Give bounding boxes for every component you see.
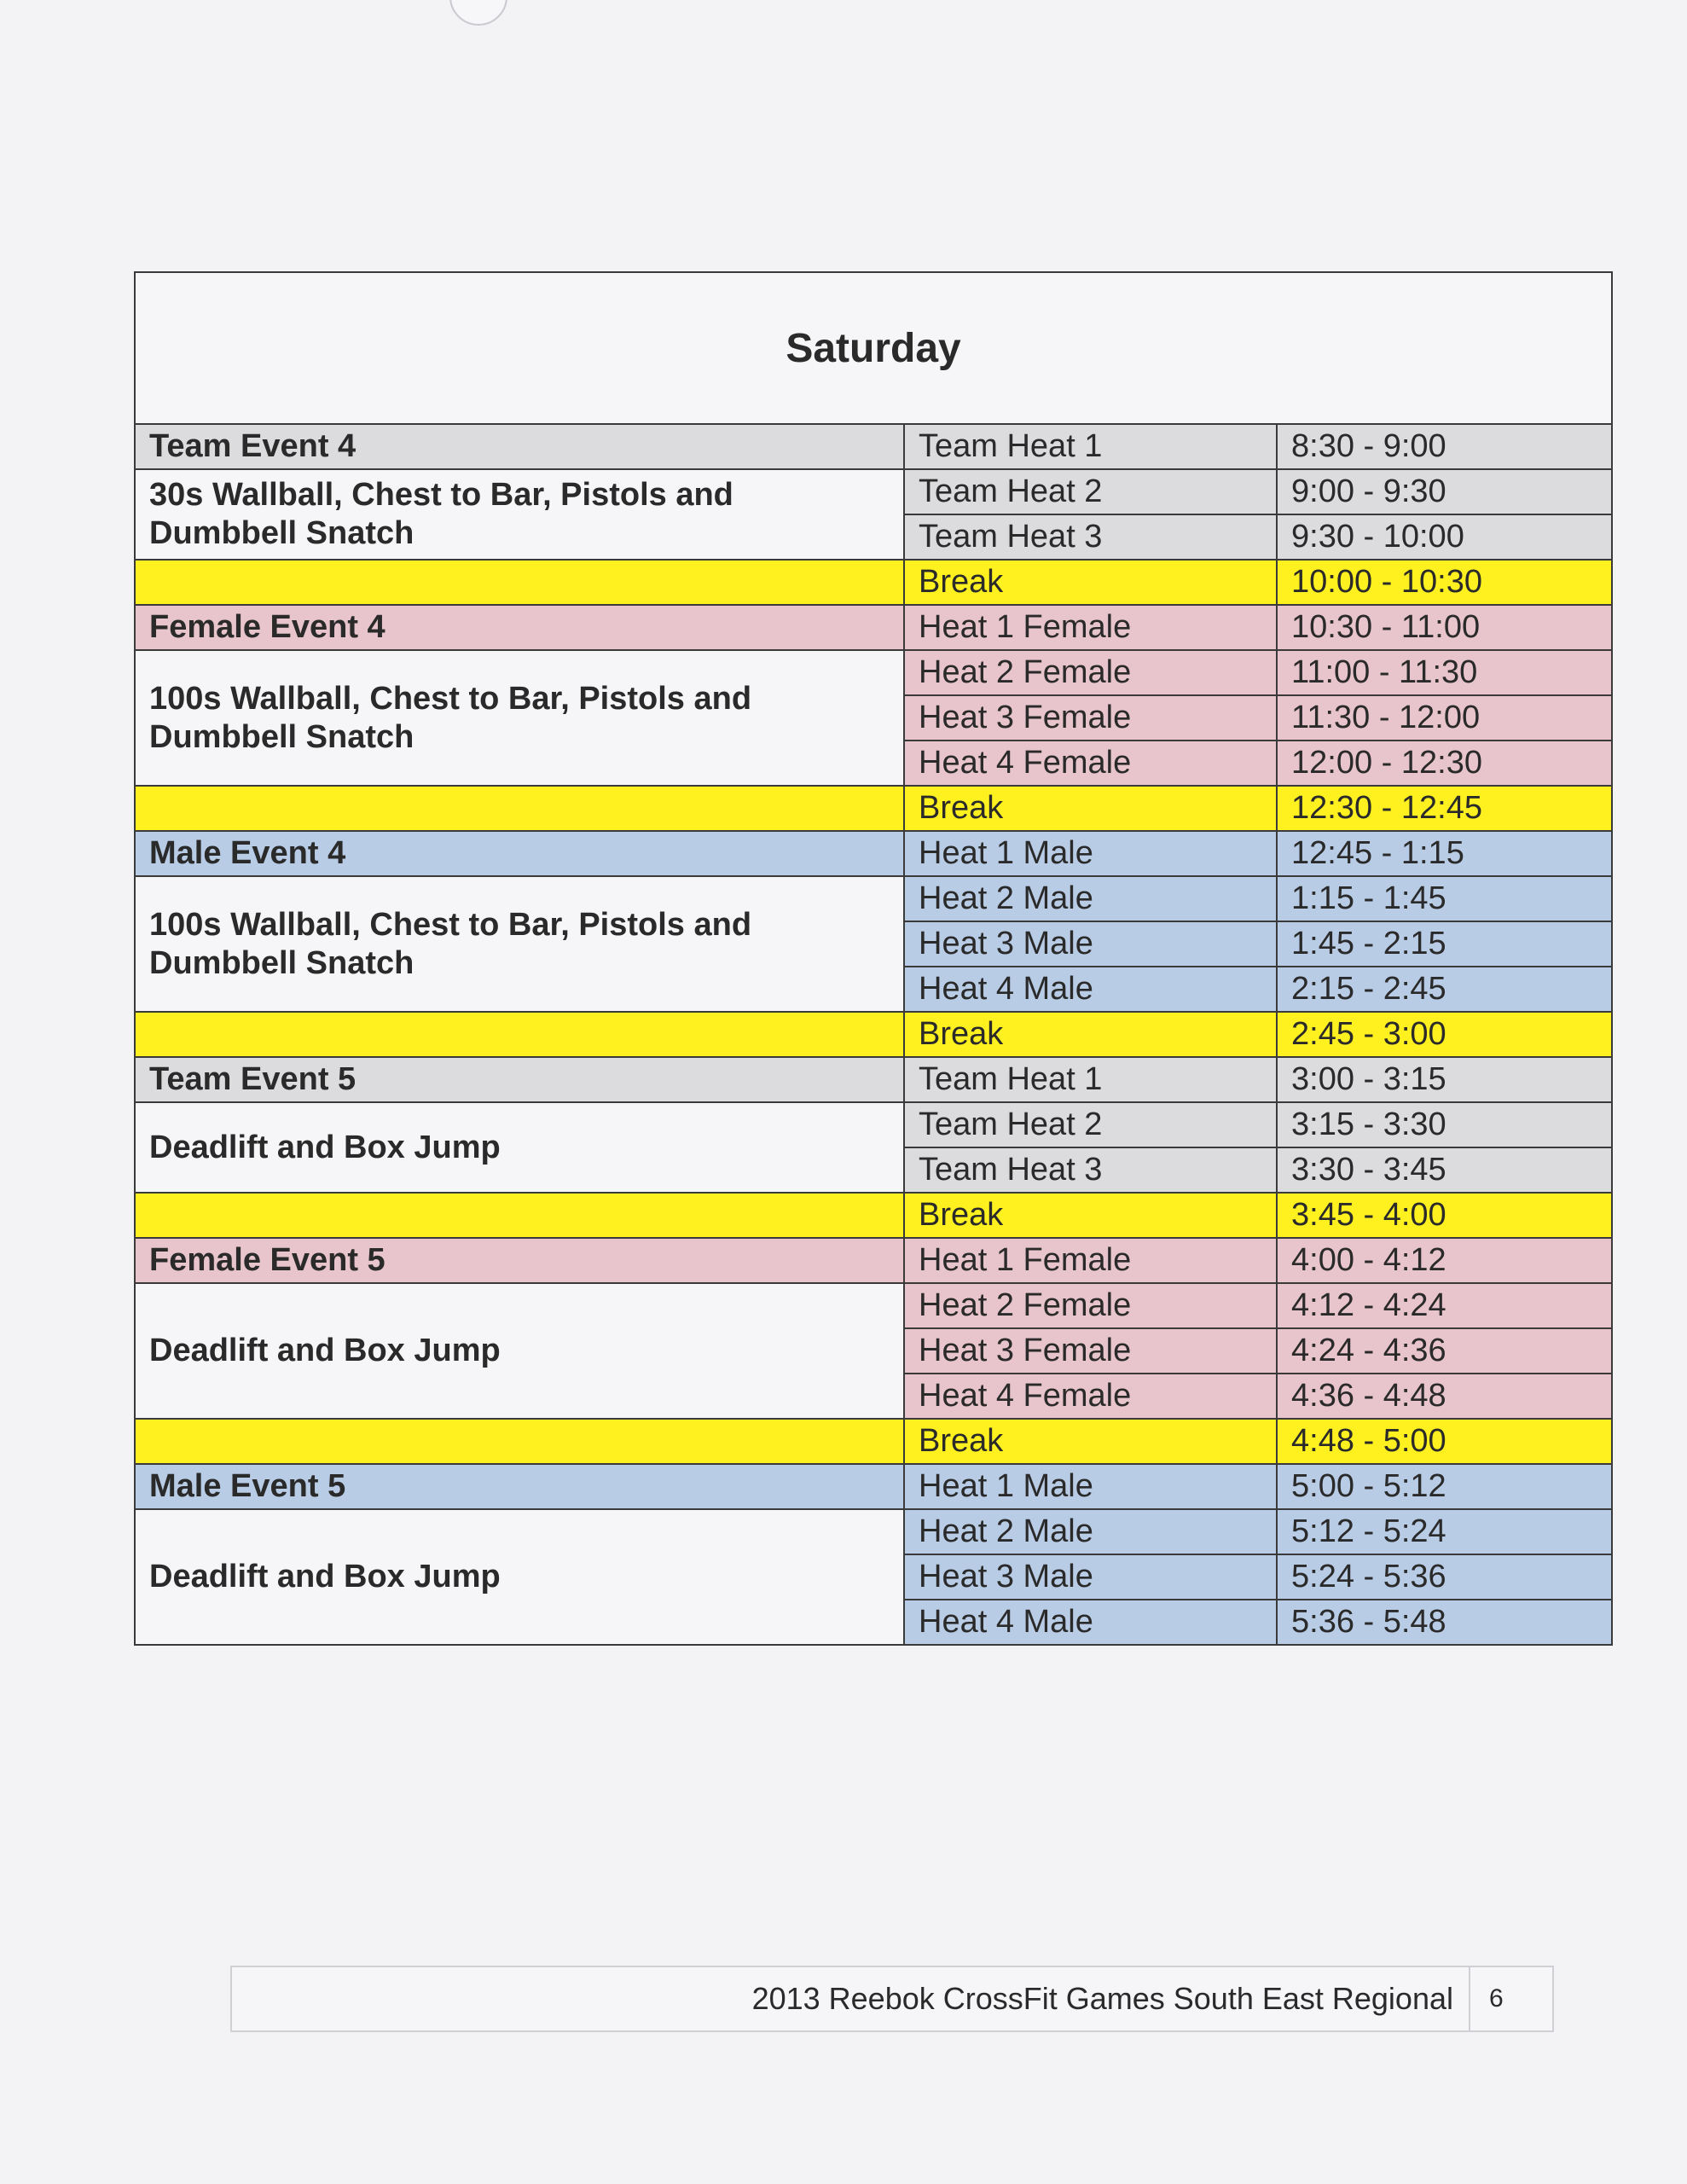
heat-name: Heat 3 Female <box>904 695 1277 741</box>
event-description: 100s Wallball, Chest to Bar, Pistols and Dumbbell Snatch <box>135 876 904 1012</box>
binder-hole <box>449 0 507 26</box>
break-row <box>135 1193 1612 1238</box>
heat-time: 9:30 - 10:00 <box>1277 514 1612 560</box>
break-row <box>135 1419 1612 1464</box>
break-row <box>135 786 1612 831</box>
heat-row <box>135 831 1612 876</box>
heat-time: 8:30 - 9:00 <box>1277 424 1612 469</box>
heat-time: 5:24 - 5:36 <box>1277 1554 1612 1600</box>
event-name: Male Event 4 <box>135 831 904 876</box>
heat-time: 1:45 - 2:15 <box>1277 921 1612 967</box>
footer-title: 2013 Reebok CrossFit Games South East Regional <box>751 1981 1453 2016</box>
event-name: Team Event 4 <box>135 424 904 469</box>
heat-row <box>135 1057 1612 1102</box>
break-label: Break <box>904 1193 1277 1238</box>
heat-name: Team Heat 3 <box>904 514 1277 560</box>
event-name: Team Event 5 <box>135 1057 904 1102</box>
heat-name: Heat 4 Female <box>904 1374 1277 1419</box>
heat-time: 4:24 - 4:36 <box>1277 1328 1612 1374</box>
break-time: 3:45 - 4:00 <box>1277 1193 1612 1238</box>
break-time: 10:00 - 10:30 <box>1277 560 1612 605</box>
heat-name: Team Heat 1 <box>904 1057 1277 1102</box>
event-description: Deadlift and Box Jump <box>135 1283 904 1419</box>
heat-time: 11:00 - 11:30 <box>1277 650 1612 695</box>
heat-time: 10:30 - 11:00 <box>1277 605 1612 650</box>
title-row <box>135 272 1612 424</box>
heat-time: 4:36 - 4:48 <box>1277 1374 1612 1419</box>
heat-time: 9:00 - 9:30 <box>1277 469 1612 514</box>
heat-time: 4:00 - 4:12 <box>1277 1238 1612 1283</box>
heat-time: 2:15 - 2:45 <box>1277 967 1612 1012</box>
break-blank <box>135 1193 904 1238</box>
heat-row <box>135 1283 1612 1328</box>
page-number: 6 <box>1469 1967 1552 2030</box>
break-row <box>135 560 1612 605</box>
heat-time: 3:00 - 3:15 <box>1277 1057 1612 1102</box>
event-name: Female Event 5 <box>135 1238 904 1283</box>
heat-name: Team Heat 1 <box>904 424 1277 469</box>
heat-name: Heat 4 Male <box>904 967 1277 1012</box>
page-footer <box>230 1966 1554 2032</box>
heat-name: Heat 2 Male <box>904 876 1277 921</box>
break-time: 4:48 - 5:00 <box>1277 1419 1612 1464</box>
heat-row <box>135 1238 1612 1283</box>
heat-time: 3:15 - 3:30 <box>1277 1102 1612 1147</box>
heat-name: Heat 1 Female <box>904 1238 1277 1283</box>
event-description: Deadlift and Box Jump <box>135 1102 904 1193</box>
heat-row <box>135 1509 1612 1554</box>
heat-name: Heat 4 Male <box>904 1600 1277 1645</box>
heat-time: 5:36 - 5:48 <box>1277 1600 1612 1645</box>
heat-name: Heat 4 Female <box>904 741 1277 786</box>
break-blank <box>135 786 904 831</box>
break-time: 2:45 - 3:00 <box>1277 1012 1612 1057</box>
heat-name: Heat 3 Female <box>904 1328 1277 1374</box>
heat-name: Team Heat 2 <box>904 469 1277 514</box>
heat-row <box>135 1464 1612 1509</box>
schedule-table <box>134 271 1613 1646</box>
break-time: 12:30 - 12:45 <box>1277 786 1612 831</box>
heat-row <box>135 650 1612 695</box>
heat-name: Heat 2 Female <box>904 1283 1277 1328</box>
break-blank <box>135 560 904 605</box>
heat-name: Team Heat 2 <box>904 1102 1277 1147</box>
heat-name: Heat 3 Male <box>904 1554 1277 1600</box>
break-label: Break <box>904 1012 1277 1057</box>
heat-name: Heat 2 Female <box>904 650 1277 695</box>
heat-name: Heat 1 Male <box>904 831 1277 876</box>
event-description: 100s Wallball, Chest to Bar, Pistols and Dumbbell Snatch <box>135 650 904 786</box>
heat-time: 11:30 - 12:00 <box>1277 695 1612 741</box>
heat-row <box>135 424 1612 469</box>
heat-time: 3:30 - 3:45 <box>1277 1147 1612 1193</box>
schedule-body <box>135 272 1612 1645</box>
heat-time: 4:12 - 4:24 <box>1277 1283 1612 1328</box>
event-name: Male Event 5 <box>135 1464 904 1509</box>
heat-time: 12:00 - 12:30 <box>1277 741 1612 786</box>
heat-name: Heat 2 Male <box>904 1509 1277 1554</box>
heat-row <box>135 1102 1612 1147</box>
heat-name: Team Heat 3 <box>904 1147 1277 1193</box>
page-title: Saturday <box>135 272 1612 424</box>
heat-time: 12:45 - 1:15 <box>1277 831 1612 876</box>
event-description: 30s Wallball, Chest to Bar, Pistols and Dumbbell Snatch <box>135 469 904 560</box>
heat-time: 5:00 - 5:12 <box>1277 1464 1612 1509</box>
heat-row <box>135 469 1612 514</box>
break-label: Break <box>904 786 1277 831</box>
break-label: Break <box>904 560 1277 605</box>
break-row <box>135 1012 1612 1057</box>
heat-row <box>135 605 1612 650</box>
heat-name: Heat 3 Male <box>904 921 1277 967</box>
heat-row <box>135 876 1612 921</box>
break-blank <box>135 1419 904 1464</box>
event-name: Female Event 4 <box>135 605 904 650</box>
heat-name: Heat 1 Female <box>904 605 1277 650</box>
break-label: Break <box>904 1419 1277 1464</box>
heat-name: Heat 1 Male <box>904 1464 1277 1509</box>
break-blank <box>135 1012 904 1057</box>
heat-time: 1:15 - 1:45 <box>1277 876 1612 921</box>
event-description: Deadlift and Box Jump <box>135 1509 904 1645</box>
heat-time: 5:12 - 5:24 <box>1277 1509 1612 1554</box>
